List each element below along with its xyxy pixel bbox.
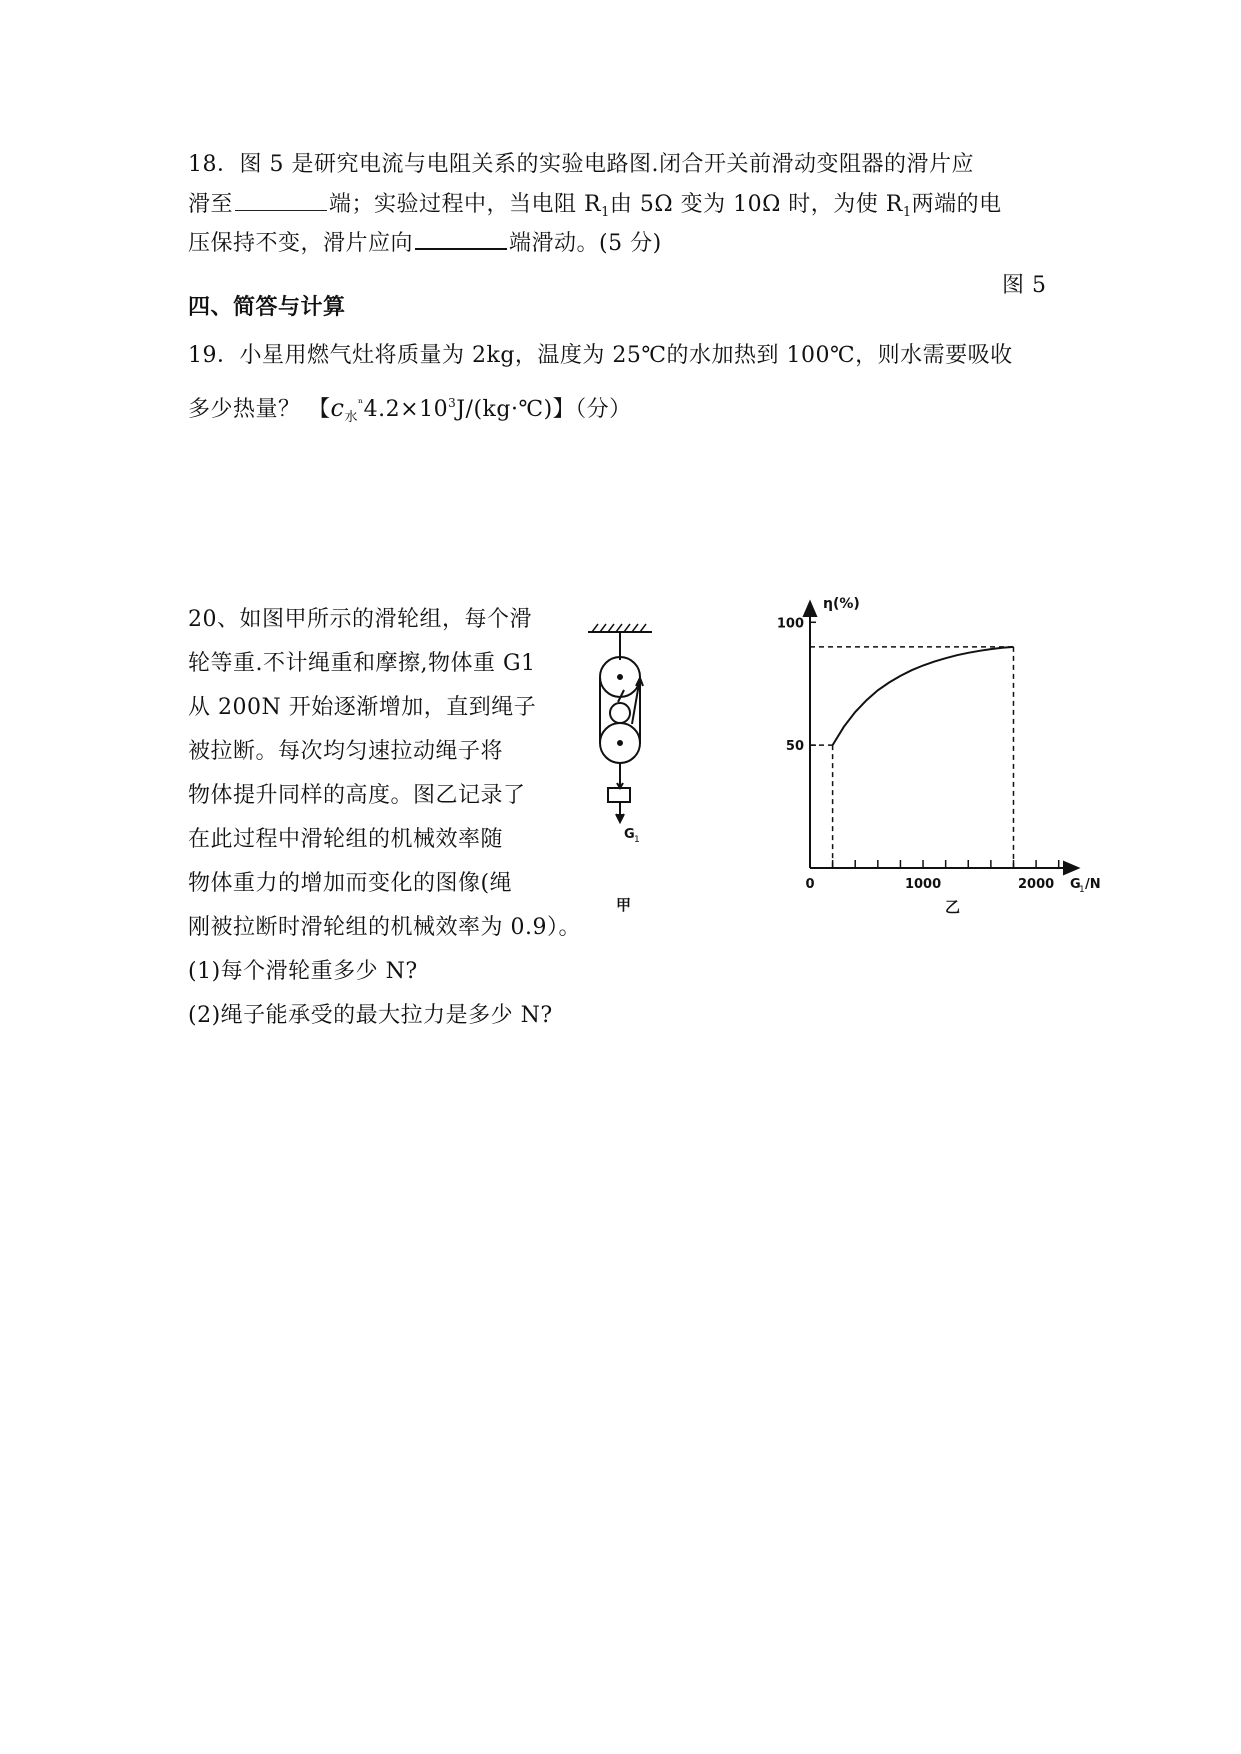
- section-heading: 四、简答与计算: [188, 295, 346, 320]
- q20-text: [188, 598, 581, 1038]
- answer-blank-1[interactable]: [235, 190, 327, 211]
- q18-line2-part-b: 端；实验过程中，当电阻 R: [329, 192, 602, 217]
- load-label: G: [624, 827, 635, 842]
- x-tick-label: 0: [805, 877, 815, 892]
- small-pulley-icon: [610, 703, 630, 723]
- x-axis-unit: /N: [1085, 877, 1101, 892]
- q18-line1: 18．图 5 是研究电流与电阻关系的实验电路图.闭合开关前滑动变阻器的滑片应: [188, 152, 974, 177]
- q18-line3-part-a: 压保持不变，滑片应向: [188, 231, 414, 256]
- q18-line3: [188, 228, 662, 258]
- q19-line2-unit: J/(kg·℃)】（分）: [456, 397, 632, 422]
- q18-line2: [188, 190, 1002, 222]
- y-tick-label: 50: [785, 739, 804, 755]
- subscript-2: 1: [902, 205, 912, 220]
- y-axis-label: η(%): [823, 596, 860, 612]
- exponent: 3: [448, 396, 457, 410]
- load-block: [608, 788, 630, 802]
- q19-line2-value: 4.2×10: [363, 397, 449, 422]
- arrow-down-icon: [616, 814, 624, 822]
- x-axis-label: G: [1070, 877, 1081, 892]
- q20-subquestion-2: (2)绳子能承受的最大拉力是多少 N?: [188, 1003, 553, 1028]
- q20-subquestion-1: (1)每个滑轮重多少 N?: [188, 959, 418, 984]
- y-tick-label: 100: [776, 616, 804, 632]
- q18-line2-part-c: 由 5Ω 变为 10Ω 时，为使 R: [609, 192, 903, 217]
- q20-line: 被拉断。每次均匀速拉动绳子将: [188, 739, 504, 764]
- figure-5-label: 图 5: [1002, 273, 1047, 298]
- x-tick-label: 1000: [904, 877, 942, 892]
- x-axis-arrow-icon: [1064, 862, 1078, 874]
- x-tick-label: 2000: [1017, 877, 1055, 892]
- pulley-diagram: [580, 620, 680, 920]
- q20-line: 轮等重.不计绳重和摩擦,物体重 G1: [188, 651, 536, 676]
- q19-line1: 19．小星用燃气灶将质量为 2kg，温度为 25℃的水加热到 100℃，则水需要吸收: [188, 343, 1013, 368]
- subscript-1: 1: [601, 205, 610, 220]
- q20-line: 刚被拉断时滑轮组的机械效率为 0.9）。: [188, 915, 581, 940]
- efficiency-curve: [833, 647, 1014, 745]
- efficiency-chart: [770, 590, 1130, 920]
- q20-line: 20、如图甲所示的滑轮组，每个滑: [188, 607, 532, 632]
- water-subscript: 水: [344, 410, 358, 425]
- q20-line: 在此过程中滑轮组的机械效率随: [188, 827, 504, 852]
- q20-line: 物体重力的增加而变化的图像(绳: [188, 871, 513, 896]
- x-axis-label-subscript: 1: [1079, 885, 1085, 895]
- y-axis-arrow-icon: [804, 602, 816, 616]
- chart-caption: 乙: [945, 898, 961, 916]
- specific-heat-symbol: c: [330, 394, 345, 422]
- q18-line2-part-a: 滑至: [188, 192, 234, 217]
- q19-line2: [188, 394, 632, 427]
- q20-line: 从 200N 开始逐渐增加，直到绳子: [188, 695, 537, 720]
- ceiling-hatch-icon: [592, 624, 646, 632]
- q18-line2-part-d: 两端的电: [911, 192, 1002, 217]
- answer-blank-2[interactable]: [415, 228, 507, 250]
- figure-jia-caption: 甲: [616, 896, 632, 914]
- q19-line2-part-a: 多少热量？ 【: [188, 397, 331, 422]
- q20-line: 物体提升同样的高度。图乙记录了: [188, 783, 526, 808]
- equals-mark: ⁿ: [357, 396, 364, 410]
- load-label-subscript: 1: [634, 835, 640, 845]
- q18-line3-part-b: 端滑动。(5 分): [509, 231, 662, 256]
